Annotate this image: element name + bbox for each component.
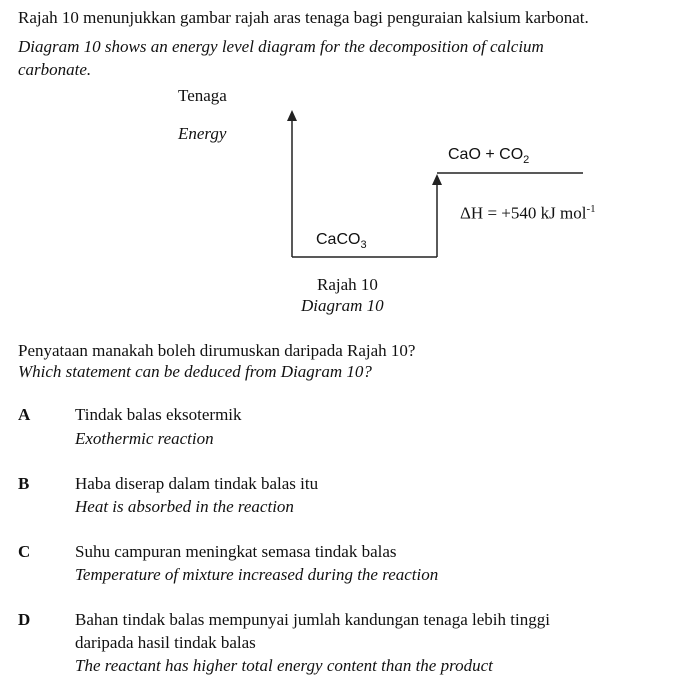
reactant-subscript: 3 [360, 239, 367, 252]
option-b-english[interactable]: Heat is absorbed in the reaction [75, 497, 294, 516]
option-c-letter[interactable]: C [18, 542, 31, 561]
option-d-letter[interactable]: D [18, 610, 31, 629]
product-subscript: 2 [523, 154, 530, 167]
enthalpy-arrowhead [432, 174, 442, 185]
intro-malay: Rajah 10 menunjukkan gambar rajah aras tenaga bagi penguraian kalsium karbonat. [18, 8, 589, 27]
option-c-english[interactable]: Temperature of mixture increased during the reaction [75, 565, 439, 584]
enthalpy-value: ΔH = +540 kJ mol [460, 203, 587, 223]
product-label [448, 146, 529, 166]
reactant-label [316, 231, 367, 251]
option-c-malay[interactable]: Suhu campuran meningkat semasa tindak balas [75, 542, 397, 561]
axis-label-english: Energy [178, 124, 227, 143]
axis-label-malay: Tenaga [178, 86, 227, 105]
energy-axis-arrowhead [287, 110, 297, 121]
question-malay: Penyataan manakah boleh dirumuskan daripada Rajah 10? [18, 341, 416, 360]
question-english: Which statement can be deduced from Diagram 10? [18, 362, 372, 381]
intro-english-line2: carbonate. [18, 60, 92, 79]
option-d-malay-line2[interactable]: daripada hasil tindak balas [75, 633, 256, 652]
product-formula: CaO + CO [448, 146, 524, 163]
option-a-english[interactable]: Exothermic reaction [75, 429, 214, 448]
diagram-caption-english: Diagram 10 [301, 296, 384, 315]
option-d-malay-line1[interactable]: Bahan tindak balas mempunyai jumlah kandungan tenaga lebih tinggi [75, 610, 550, 629]
reactant-formula: CaCO [316, 231, 361, 248]
diagram-caption-malay: Rajah 10 [317, 275, 378, 294]
enthalpy-unit-superscript: -1 [586, 203, 596, 215]
option-d-english[interactable]: The reactant has higher total energy content than the product [75, 656, 493, 675]
option-a-letter[interactable]: A [18, 405, 31, 424]
option-b-malay[interactable]: Haba diserap dalam tindak balas itu [75, 474, 319, 493]
intro-english-line1: Diagram 10 shows an energy level diagram for the decomposition of calcium [18, 37, 544, 56]
option-b-letter[interactable]: B [18, 474, 30, 493]
option-a-malay[interactable]: Tindak balas eksotermik [75, 405, 242, 424]
enthalpy-label [460, 203, 596, 224]
